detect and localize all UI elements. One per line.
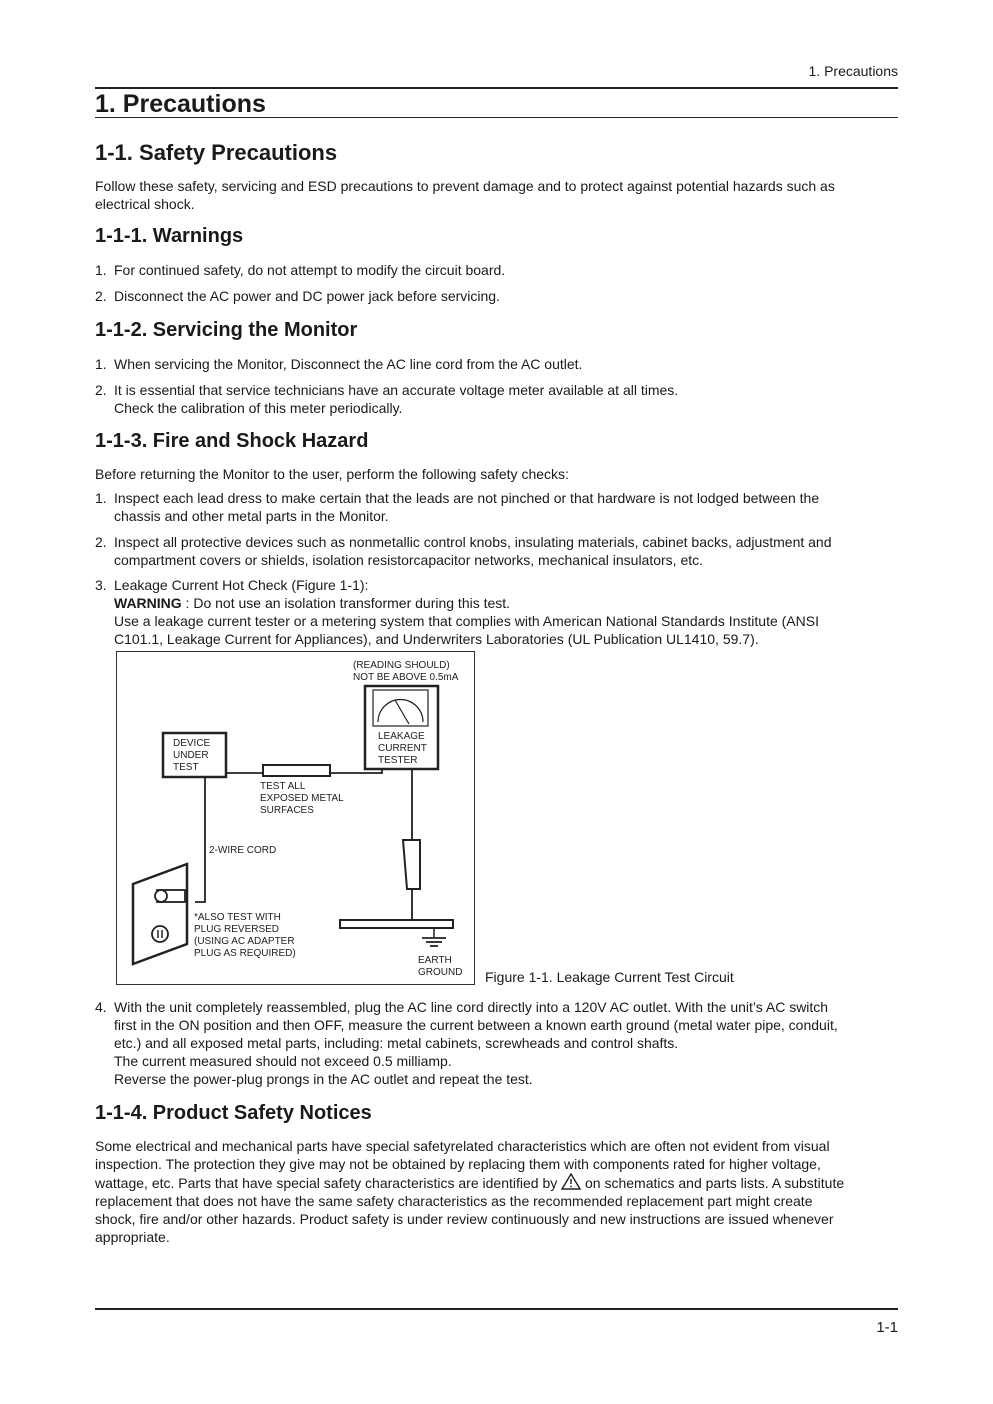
also-test-label: (USING AC ADAPTER [194,936,295,947]
meter-face [373,690,428,726]
also-test-label: PLUG REVERSED [194,924,280,935]
section-heading-warnings: 1-1-1. Warnings [95,225,244,247]
list-number: 2. [95,288,107,304]
also-test-label: *ALSO TEST WITH [194,912,281,923]
test-label: TEST ALL [260,781,306,792]
list-number: 1. [95,262,107,278]
test-probe [263,765,330,776]
ground-clip [403,840,420,889]
list-item [95,381,898,417]
list-text: For continued safety, do not attempt to modify the circuit board. [114,262,506,278]
list-line: Use a leakage current tester or a metering system that complies with American National Standards Institute (ANSI [114,613,819,629]
also-test-label: PLUG AS REQUIRED) [194,948,296,959]
para-line: appropriate. [95,1229,170,1245]
circuit-diagram [117,652,476,986]
list-line: Leakage Current Hot Check (Figure 1-1): [114,577,369,593]
list-line: compartment covers or shields, isolation resistorcapacitor networks, mechanical insulators, etc. [114,552,704,568]
list-item [95,355,898,373]
device-label: TEST [173,762,199,773]
cord-label: 2-WIRE CORD [209,845,277,856]
list-line: C101.1, Leakage Current for Appliances), and Underwriters Laboratories (UL Publication UL1410, 59.7). [114,631,759,647]
list-line: etc.) and all exposed metal parts, including: metal cabinets, screwheads and control shafts. [114,1035,679,1051]
list-line: The current measured should not exceed 0.5 milliamp. [114,1053,452,1069]
meter-scale [378,700,423,723]
list-text [95,533,898,569]
wall-outlet [133,864,187,964]
para-fragment: on schematics and parts lists. A substitute [581,1175,845,1191]
list-number: 1. [95,356,107,372]
para-fragment: wattage, etc. Parts that have special safety characteristics are identified by [95,1175,562,1191]
list-number: 3. [95,577,107,593]
list-number: 2. [95,534,107,550]
list-number: 4. [95,999,107,1015]
list-text [95,576,898,648]
two-wire-cord [195,777,205,902]
fire-shock-intro: Before returning the Monitor to the user, perform the following safety checks: [95,466,569,482]
list-line: chassis and other metal parts in the Monitor. [114,508,389,524]
leakage-circuit-figure [116,651,475,985]
plug-head [155,890,167,902]
list-line: Check the calibration of this meter periodically. [114,400,403,416]
meter-needle [395,700,409,724]
list-item [95,287,898,305]
ground-plate [340,920,453,928]
list-number: 2. [95,382,107,398]
chapter-title: 1. Precautions [95,90,266,118]
list-text [95,998,898,1088]
list-line: Inspect each lead dress to make certain that the leads are not pinched or that hardware is not lodged between the [114,490,820,506]
reading-label: (READING SHOULD) [353,660,450,671]
tester-label: CURRENT [378,743,427,754]
warning-text: : Do not use an isolation transformer during this test. [181,595,511,611]
tester-label: TESTER [378,755,418,766]
device-label: DEVICE [173,738,211,749]
section-heading-servicing: 1-1-2. Servicing the Monitor [95,319,358,341]
intro-line: Follow these safety, servicing and ESD precautions to prevent damage and to protect against potential hazards such as [95,178,835,194]
para-line: shock, fire and/or other hazards. Product safety is under review continuously and new instructions are issued whenever [95,1211,834,1227]
list-line: Reverse the power-plug prongs in the AC outlet and repeat the test. [114,1071,533,1087]
test-label: EXPOSED METAL [260,793,344,804]
list-line: first in the ON position and then OFF, measure the current between a known earth ground (metal water pipe, conduit, [114,1017,838,1033]
running-head: 1. Precautions [808,63,898,79]
footer-rule [95,1308,898,1310]
header-rule [95,87,898,89]
list-text [95,489,898,525]
list-text: Disconnect the AC power and DC power jack before servicing. [114,288,500,304]
warning-line [114,594,898,612]
para-line: Some electrical and mechanical parts have special safetyrelated characteristics which are often not evident from visual [95,1138,830,1154]
section-heading-safety-precautions: 1-1. Safety Precautions [95,140,338,165]
list-text [95,381,898,417]
tester-label: LEAKAGE [378,731,425,742]
page-number: 1-1 [876,1319,898,1336]
test-label: SURFACES [260,805,314,816]
list-line: With the unit completely reassembled, plug the AC line cord directly into a 120V AC outlet. With the unit’s AC switch [114,999,829,1015]
para-line [95,1173,898,1192]
list-item [95,998,898,1088]
safety-intro [95,177,898,213]
warning-label: WARNING [114,595,182,611]
warning-triangle-icon [561,1173,581,1190]
para-line: inspection. The protection they give may not be obtained by replacing them with components rated for higher voltage, [95,1156,821,1172]
device-label: UNDER [173,750,209,761]
list-item [95,576,898,648]
list-number: 1. [95,490,107,506]
list-line: It is essential that service technicians have an accurate voltage meter available at all times. [114,382,679,398]
earth-label: EARTH [418,955,452,966]
section-heading-product-safety: 1-1-4. Product Safety Notices [95,1102,372,1124]
para-line: replacement that does not have the same safety characteristics as the recommended replacement part might create [95,1193,813,1209]
product-safety-text [95,1137,898,1246]
earth-label: GROUND [418,967,463,978]
list-line: Inspect all protective devices such as nonmetallic control knobs, insulating materials, cabinet backs, adjustment and [114,534,832,550]
reading-label: NOT BE ABOVE 0.5mA [353,672,459,683]
section-heading-fire-shock: 1-1-3. Fire and Shock Hazard [95,430,369,452]
list-item [95,489,898,525]
list-text: When servicing the Monitor, Disconnect the AC line cord from the AC outlet. [114,356,583,372]
intro-line: electrical shock. [95,196,195,212]
figure-caption: Figure 1-1. Leakage Current Test Circuit [485,969,734,985]
outlet-socket [152,926,168,942]
list-item [95,533,898,569]
title-underline [95,117,898,118]
list-item [95,261,898,279]
